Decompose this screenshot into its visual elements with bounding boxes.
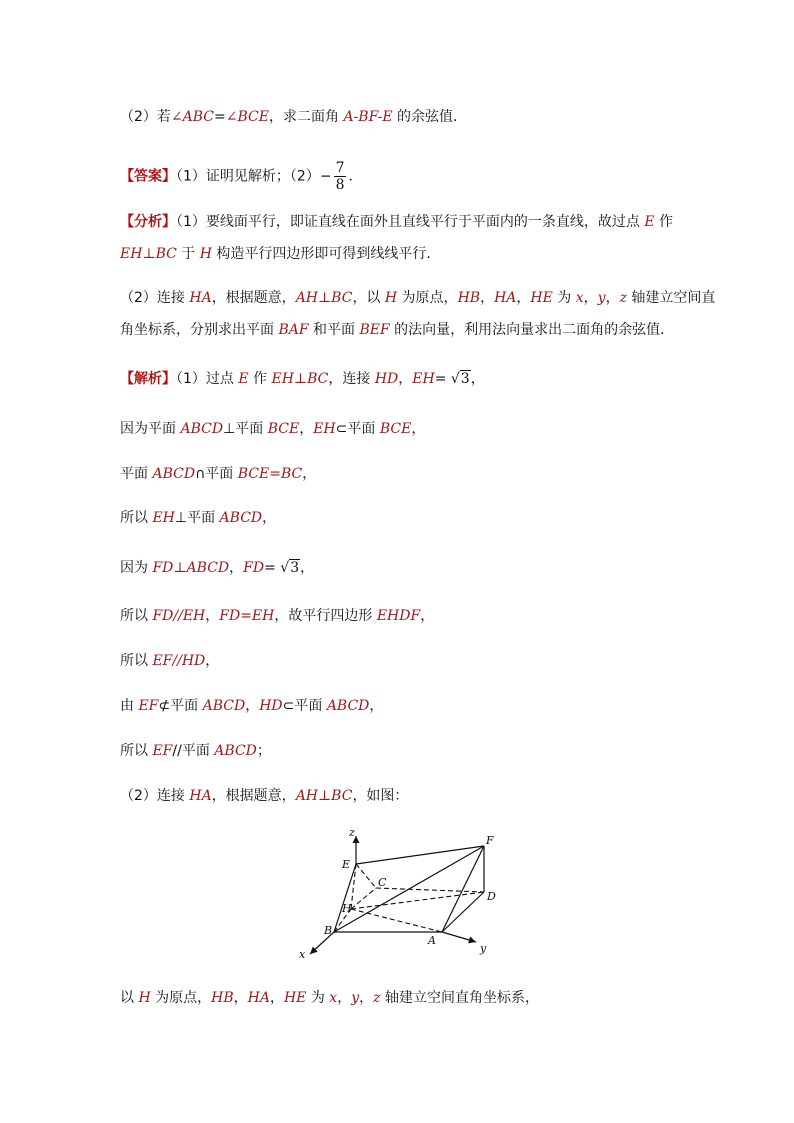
text: ，: [302, 466, 317, 482]
text: ，: [233, 990, 248, 1006]
math-var: ABCD: [180, 421, 224, 437]
edge-HA: [351, 909, 442, 932]
text: ，: [369, 698, 384, 714]
label-z: z: [349, 826, 355, 839]
text: 的余弦值．: [392, 109, 468, 125]
edge-CD: [376, 888, 484, 892]
label-C: C: [378, 876, 387, 889]
radicand: 3: [460, 371, 470, 387]
text: ，求二面角: [268, 109, 344, 125]
math-var: EH: [412, 371, 435, 387]
text: ，: [583, 290, 598, 306]
solution-line-7: [120, 651, 219, 671]
text: ，如图：: [352, 788, 409, 804]
text: （2）连接: [120, 788, 190, 804]
text: ．: [348, 168, 363, 185]
text: ⊄平面: [158, 698, 203, 714]
text: ，连接: [328, 371, 375, 387]
text: 于: [176, 246, 200, 262]
math-var: ABCD: [219, 510, 263, 526]
solution-line-4: [120, 508, 276, 528]
math-var: y: [597, 290, 606, 306]
label-E: E: [342, 858, 351, 871]
math-var: HE: [283, 990, 307, 1006]
solution-line-5: [120, 558, 314, 578]
math-var: x: [329, 990, 338, 1006]
math-var: FD⊥ABCD: [152, 560, 230, 576]
math-var: z: [373, 990, 381, 1006]
text: 为原点，: [150, 990, 212, 1006]
edge-HD: [351, 892, 484, 909]
text: 所以: [120, 743, 153, 759]
label-F: F: [486, 834, 494, 847]
numerator: 7: [335, 160, 345, 176]
text: （1）过点: [176, 371, 239, 387]
text: ，故平行四边形: [274, 608, 377, 624]
math-var: BCE: [267, 421, 300, 437]
text: ，: [411, 421, 426, 437]
analysis-tag: 【分析】: [120, 214, 176, 230]
text: 所以: [120, 608, 153, 624]
text: ，: [205, 608, 220, 624]
math-var: HD: [374, 371, 399, 387]
text: （1）证明见解析；（2）: [176, 168, 320, 185]
label-D: D: [487, 890, 496, 903]
text: 构造平行四边形即可得到线线平行．: [211, 246, 441, 262]
math-var: ∠BCE: [225, 109, 269, 125]
text: ，: [262, 510, 277, 526]
text: ，: [299, 421, 314, 437]
text: ，: [398, 371, 413, 387]
text: ，根据题意，: [211, 788, 296, 804]
math-var: A-BF-E: [343, 109, 393, 125]
math-var: z: [619, 290, 627, 306]
math-var: H: [199, 246, 212, 262]
text: ，: [245, 698, 260, 714]
solution-tag: 【解析】: [120, 371, 176, 387]
analysis-line-4: [120, 320, 674, 340]
text: ∩平面: [195, 466, 238, 482]
solution-line-1: [120, 369, 485, 389]
solution-line-2: [120, 419, 425, 439]
question-part-2: [120, 107, 467, 127]
text: 为: [306, 990, 330, 1006]
sqrt: √3: [280, 560, 300, 576]
math-var: ∠ABC: [170, 109, 215, 125]
text: =: [434, 371, 451, 387]
sqrt: √3: [450, 371, 470, 387]
math-var: HD: [259, 698, 283, 714]
math-var: AH⊥BC: [295, 788, 353, 804]
analysis-line-1: [120, 212, 673, 232]
text: 轴建立空间直: [626, 290, 716, 306]
edge-EF: [356, 846, 484, 864]
text: 平面: [120, 466, 153, 482]
analysis-line-2: [120, 244, 440, 264]
math-var: BCE=BC: [237, 466, 303, 482]
math-var: BEF: [359, 322, 390, 338]
math-var: HA: [189, 290, 212, 306]
text: 和平面: [308, 322, 360, 338]
geometry-figure: [296, 826, 506, 966]
edge-EC: [356, 864, 376, 888]
text: （1）要线面平行，即证直线在面外且直线平行于平面内的一条直线，故过点: [176, 214, 645, 230]
math-var: FD=EH: [219, 608, 275, 624]
label-B: B: [324, 924, 333, 937]
math-var: HB: [457, 290, 481, 306]
label-H: H: [342, 902, 352, 915]
math-var: ABCD: [214, 743, 257, 759]
text: 所以: [120, 653, 153, 669]
text: （2）若: [120, 109, 171, 125]
math-var: x: [575, 290, 584, 306]
edge-FA: [442, 846, 484, 932]
text: 作: [248, 371, 272, 387]
text: 为: [552, 290, 576, 306]
radicand: 3: [290, 560, 300, 576]
text: ，: [229, 560, 244, 576]
math-var: ABCD: [152, 466, 196, 482]
math-var: EH⊥BC: [120, 246, 177, 262]
text: ，: [480, 290, 495, 306]
text: //平面: [172, 743, 215, 759]
edge-HC: [351, 888, 376, 909]
text: ，: [300, 560, 315, 576]
text: ，: [359, 990, 374, 1006]
text: 轴建立空间直角坐标系，: [380, 990, 539, 1006]
math-var: ABCD: [202, 698, 246, 714]
text: 所以: [120, 510, 153, 526]
text: 因为平面: [120, 421, 181, 437]
text: ，: [470, 371, 485, 387]
label-x: x: [299, 948, 306, 961]
text: =: [264, 560, 281, 576]
solution-line-9: [120, 741, 271, 761]
text: 由: [120, 698, 139, 714]
math-var: FD: [243, 560, 265, 576]
math-var: y: [351, 990, 360, 1006]
math-var: H: [384, 290, 398, 306]
math-var: EHDF: [376, 608, 421, 624]
denominator: 8: [335, 177, 345, 193]
text: ，: [205, 653, 220, 669]
solution-line-8: [120, 696, 383, 716]
math-var: HE: [530, 290, 553, 306]
math-var: HA: [189, 788, 212, 804]
text: ⊂平面: [335, 421, 380, 437]
solution-line-3: [120, 464, 316, 484]
label-A: A: [428, 934, 436, 947]
math-var: HB: [211, 990, 234, 1006]
text: ，: [337, 990, 352, 1006]
math-var: E: [238, 371, 249, 387]
text: 的法向量，利用法向量求出二面角的余弦值．: [389, 322, 675, 338]
text: 因为: [120, 560, 153, 576]
math-var: EF//HD: [152, 653, 206, 669]
fraction: [334, 160, 347, 193]
text: ，: [516, 290, 531, 306]
answer-tag: 【答案】: [120, 168, 176, 185]
math-var: EF: [138, 698, 159, 714]
text: ，: [269, 990, 284, 1006]
math-var: FD//EH: [152, 608, 206, 624]
text: ⊥平面: [223, 421, 268, 437]
label-y: y: [480, 942, 487, 955]
minus-sign: −: [319, 168, 332, 185]
text: 角坐标系，分别求出平面: [120, 322, 279, 338]
math-var: EH⊥BC: [271, 371, 329, 387]
text: ，以: [352, 290, 385, 306]
math-var: EH: [313, 421, 336, 437]
y-axis: [442, 932, 476, 942]
text: 作: [654, 214, 674, 230]
text: ，: [605, 290, 620, 306]
math-var: AH⊥BC: [295, 290, 353, 306]
analysis-line-3: [120, 288, 715, 308]
text: ⊥平面: [174, 510, 220, 526]
text: ，: [420, 608, 435, 624]
math-var: BCE: [379, 421, 412, 437]
answer-line: [120, 160, 362, 193]
solution-line-6: [120, 606, 434, 626]
text: =: [214, 109, 226, 125]
text: （2）连接: [120, 290, 190, 306]
math-var: H: [138, 990, 151, 1006]
math-var: E: [644, 214, 655, 230]
text: 以: [120, 990, 139, 1006]
edge-DA: [442, 892, 484, 932]
math-var: HA: [494, 290, 517, 306]
math-var: ABCD: [326, 698, 370, 714]
solution-line-10: [120, 786, 408, 806]
math-var: BAF: [278, 322, 309, 338]
text: 为原点，: [397, 290, 458, 306]
text: ⊂平面: [282, 698, 327, 714]
math-var: EH: [152, 510, 175, 526]
solution-line-11: [120, 988, 539, 1008]
text: ，根据题意，: [211, 290, 296, 306]
math-var: HA: [247, 990, 270, 1006]
math-var: EF: [152, 743, 173, 759]
text: ；: [256, 743, 271, 759]
